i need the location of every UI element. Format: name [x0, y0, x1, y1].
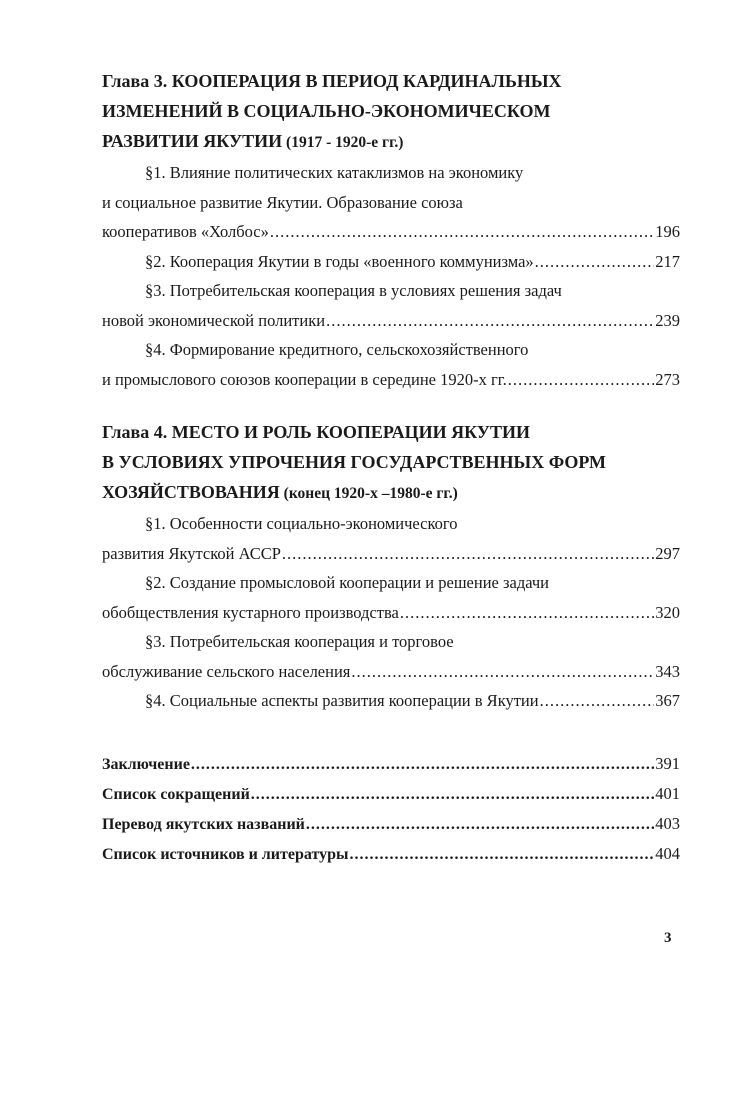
toc-entry-bibliography	[102, 839, 680, 869]
chapter-title-line	[102, 126, 680, 158]
toc-section-3-2	[102, 247, 680, 277]
toc-entry-conclusion	[102, 749, 680, 779]
chapter-title-line: Глава 4. МЕСТО И РОЛЬ КООПЕРАЦИИ ЯКУТИИ	[102, 422, 531, 442]
toc-entry-line	[102, 247, 680, 277]
leader-dots	[326, 306, 654, 336]
toc-section-3-4	[102, 335, 680, 394]
toc-section-3-3	[102, 276, 680, 335]
leader-dots	[270, 217, 654, 247]
chapter-title-main: ХОЗЯЙСТВОВАНИЯ	[102, 482, 280, 502]
back-matter-entries	[102, 749, 680, 869]
section-title-line: §4. Социальные аспекты развития кооперации в Якутии	[145, 691, 539, 710]
leader-dots	[251, 780, 654, 809]
toc-entry-line	[102, 539, 680, 569]
page-ref: 217	[655, 251, 680, 271]
page-ref: 297	[655, 543, 680, 563]
section-title-line: кооперативов «Холбос»	[102, 222, 269, 241]
page-ref: 239	[655, 310, 680, 330]
leader-dots	[282, 539, 654, 569]
table-of-contents	[102, 66, 680, 869]
entry-label: Перевод якутских названий	[102, 815, 305, 833]
page-ref: 196	[655, 222, 680, 241]
page-ref: 403	[655, 813, 680, 833]
leader-dots	[535, 247, 655, 277]
chapter-4-title	[102, 417, 680, 509]
section-title-line: §1. Особенности социально-экономического	[145, 514, 458, 533]
toc-section-4-3	[102, 627, 680, 686]
page-ref: 343	[655, 661, 680, 681]
toc-section-3-1	[102, 158, 680, 247]
toc-entry-line	[102, 686, 680, 716]
section-title-line: §1. Влияние политических катаклизмов на экономику	[145, 163, 524, 182]
section-title-line: §3. Потребительская кооперация в условиях решения задач	[145, 281, 562, 300]
toc-entry-line	[102, 306, 680, 336]
entry-label: Заключение	[102, 755, 190, 773]
section-title-line: развития Якутской АССР	[102, 543, 281, 563]
page-ref: 401	[655, 783, 680, 803]
toc-section-4-4	[102, 686, 680, 716]
section-title-line: и промыслового союзов кооперации в середине 1920-х гг.	[102, 369, 507, 389]
leader-dots	[400, 598, 654, 628]
toc-section-4-2	[102, 568, 680, 627]
entry-label: Список источников и литературы	[102, 845, 349, 863]
section-title-line: и социальное развитие Якутии. Образование союза	[102, 192, 463, 212]
chapter-title-period: (конец 1920-х –1980-е гг.)	[279, 485, 458, 502]
chapter-title-line	[102, 477, 680, 509]
leader-dots	[540, 686, 655, 716]
leader-dots	[306, 810, 654, 839]
section-title-line: новой экономической политики	[102, 310, 326, 330]
chapter-title-period: (1917 - 1920-е гг.)	[282, 134, 404, 151]
page-ref: 391	[655, 753, 680, 773]
toc-entry-line	[102, 365, 680, 395]
chapter-title-main: РАЗВИТИИ ЯКУТИИ	[102, 131, 283, 151]
toc-entry-line	[102, 598, 680, 628]
chapter-3	[102, 66, 680, 394]
chapter-title-line: Глава 3. КООПЕРАЦИЯ В ПЕРИОД КАРДИНАЛЬНЫХ	[102, 71, 562, 91]
page-ref: 273	[655, 369, 680, 389]
chapter-3-title	[102, 66, 680, 158]
section-title-line: обслуживание сельского населения	[102, 661, 351, 681]
page-ref: 320	[655, 602, 680, 622]
section-title-line: §2. Кооперация Якутии в годы «военного коммунизма»	[145, 251, 534, 271]
leader-dots	[351, 657, 654, 687]
chapter-4	[102, 417, 680, 716]
toc-section-4-1	[102, 509, 680, 568]
section-title-line: §3. Потребительская кооперация и торговое	[145, 632, 454, 651]
toc-entry-abbreviations	[102, 779, 680, 809]
entry-label: Список сокращений	[102, 785, 250, 803]
leader-dots	[191, 750, 654, 779]
section-title-line: §2. Создание промысловой кооперации и решение задачи	[145, 573, 550, 592]
page-number: 3	[664, 930, 672, 946]
page-ref: 404	[655, 843, 680, 863]
chapter-title-line: В УСЛОВИЯХ УПРОЧЕНИЯ ГОСУДАРСТВЕННЫХ ФОРМ	[102, 452, 607, 472]
toc-entry-line	[102, 217, 680, 247]
section-title-line: обобществления кустарного производства	[102, 602, 399, 622]
chapter-title-line: ИЗМЕНЕНИЙ В СОЦИАЛЬНО-ЭКОНОМИЧЕСКОМ	[102, 101, 551, 121]
leader-dots	[349, 840, 654, 869]
toc-entry-translations	[102, 809, 680, 839]
page-ref: 367	[655, 691, 680, 710]
section-title-line: §4. Формирование кредитного, сельскохозяйственного	[145, 340, 529, 359]
toc-entry-line	[102, 657, 680, 687]
leader-dots	[508, 365, 654, 395]
